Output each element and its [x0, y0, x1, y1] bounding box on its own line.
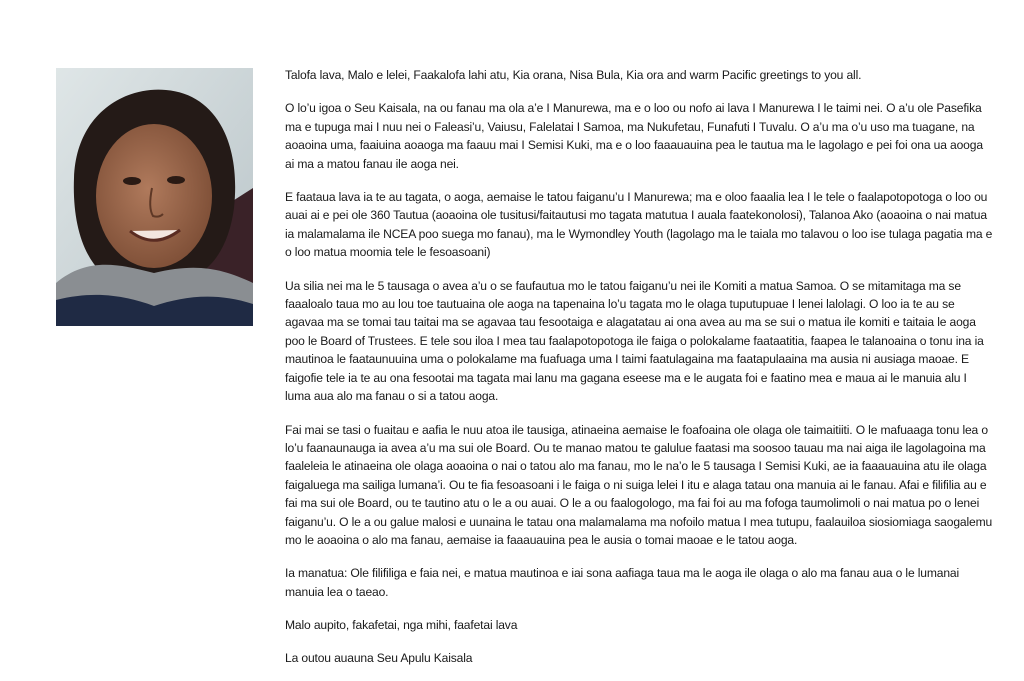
closing-line: Malo aupito, fakafetai, nga mihi, faafetai lava: [285, 618, 518, 633]
community-involvement-paragraph: E faataua lava ia te au tagata, o aoga, aemaise le tatou faiganu’u I Manurewa; ma e oloo faaalia lea I le tele o faalapotopotoga o loo ou auai ai e pei ole 360 Tautua (aoaoina ole tusitusi/faitautusi mo tagata matutua I auala faatekonolosi), Talanoa Ako (aoaoina o nai matua ia malamalama ile NCEA poo suega mo fanau), ma le Wymondley Youth (lagolago ma le taiala mo talavou o loo ise tulaga pagatia ma e o loo matua moomia tele le fesoasoani): [285, 190, 993, 260]
experience-paragraph: Ua silia nei ma le 5 tausaga o avea a’u o se faufautua mo le tatou faiganu’u nei ile Komiti a matua Samoa. O se mitamitaga ma se faaaloalo taua mo au lou toe tautuaina ole aoga na tapenaina lo’u tagata mo le olaga tuputupuae I lenei lalolagi. O loo ia te au se agavaa ma se tomai tau taitai ma se agavaa tau fesootaiga e alagatatau ai ona avea au ma se sui o matua ile komiti e taitaia le aoga poo le Board of Trustees. E tele sou iloa I mea tau faalapotopotoga ile faiga o polokalame faataatitia, faapea le talanoaina o tonu ina ia mautinoa le faataunuuina uma o polokalame ma fuafuaga uma I taimi faatulagaina ma faatapulaaina ma ausia ni ausiaga maoae. E faigofie tele ia te au ona fesootai ma tagata mai lanu ma gagana eseese ma e le augata foi e faatino mea e maua ai le manuia alu I luma aua alo ma fanau o si a tatou aoga.: [285, 278, 984, 404]
motivation-paragraph: Fai mai se tasi o fuaitau e aafia le nuu atoa ile tausiga, atinaeina aemaise le foafoaina ole olaga ole taimaitiiti. O le mafuaaga tonu lea o lo’u faanaunauga ia avea a’u ma sui ole Board. Ou te manao matou te galulue faatasi ma soosoo tauau ma nai aiga ile lagolagoina ma faaleleia le atinaeina ole olaga aoaoina o nai o tatou alo ma fanau, mo le na’o le 5 tausaga I Semisi Kuki, ae ia faaauauina atu ile olaga faigaluega ma sailiga lumana’i. Ou te fia fesoasoani i le faiga o ni suiga lelei I itu e alaga tatau ona manuia ai le fanau. Afai e filifilia au e fai ma sui ole Board, ou te tautino atu o le a ou auai. O le a ou faalogologo, ma fai foi au ma fofoga taumolimoli o nai matua po o lenei faiganu’u. O le a ou galue malosi e uunaina le tatau ona malamalama ma nofoilo matua I mea tutupu, faalauiloa siosiomiaga saogalemu mo le aoaoina o alo ma fanau, aemaise ia faaauauina pea le ausia o tomai maoae e le tatou aoga.: [285, 422, 993, 547]
reminder-paragraph: Ia manatua: Ole filifiliga e faia nei, e matua mautinoa e iai sona aafiaga taua ma le aoga ile olaga o alo ma fanau aua o le lumanai manuia lea o taeao.: [285, 566, 960, 599]
greeting-paragraph: Talofa lava, Malo e lelei, Faakalofa lahi atu, Kia orana, Nisa Bula, Kia ora and warm Pacific greetings to you all.: [285, 68, 862, 82]
introduction-paragraph: O lo’u igoa o Seu Kaisala, na ou fanau ma ola a’e I Manurewa, ma e o loo ou nofo ai lava I Manurewa I le taimi nei. O a’u ole Pasefika ma e tupuga mai I nuu nei o Faleasi’u, Vaiusu, Falelatai I Samoa, ma Nukufetau, Funafuti I Tuvalu. O a’u ma o’u uso ma tuagane, na aoaoina uma, faaiuina aoaoga ma faauu mai I Semisi Kuki, ma e o loo faaauauina pea le tautua ma le lagolago e pei foi ona ua aooga ai ma a matou fanau ile aoga nei.: [285, 101, 983, 171]
candidate-statement: [285, 66, 993, 681]
signature-line: La outou auauna Seu Apulu Kaisala: [285, 650, 473, 665]
candidate-photo: [56, 68, 253, 326]
portrait-image: [56, 68, 253, 326]
